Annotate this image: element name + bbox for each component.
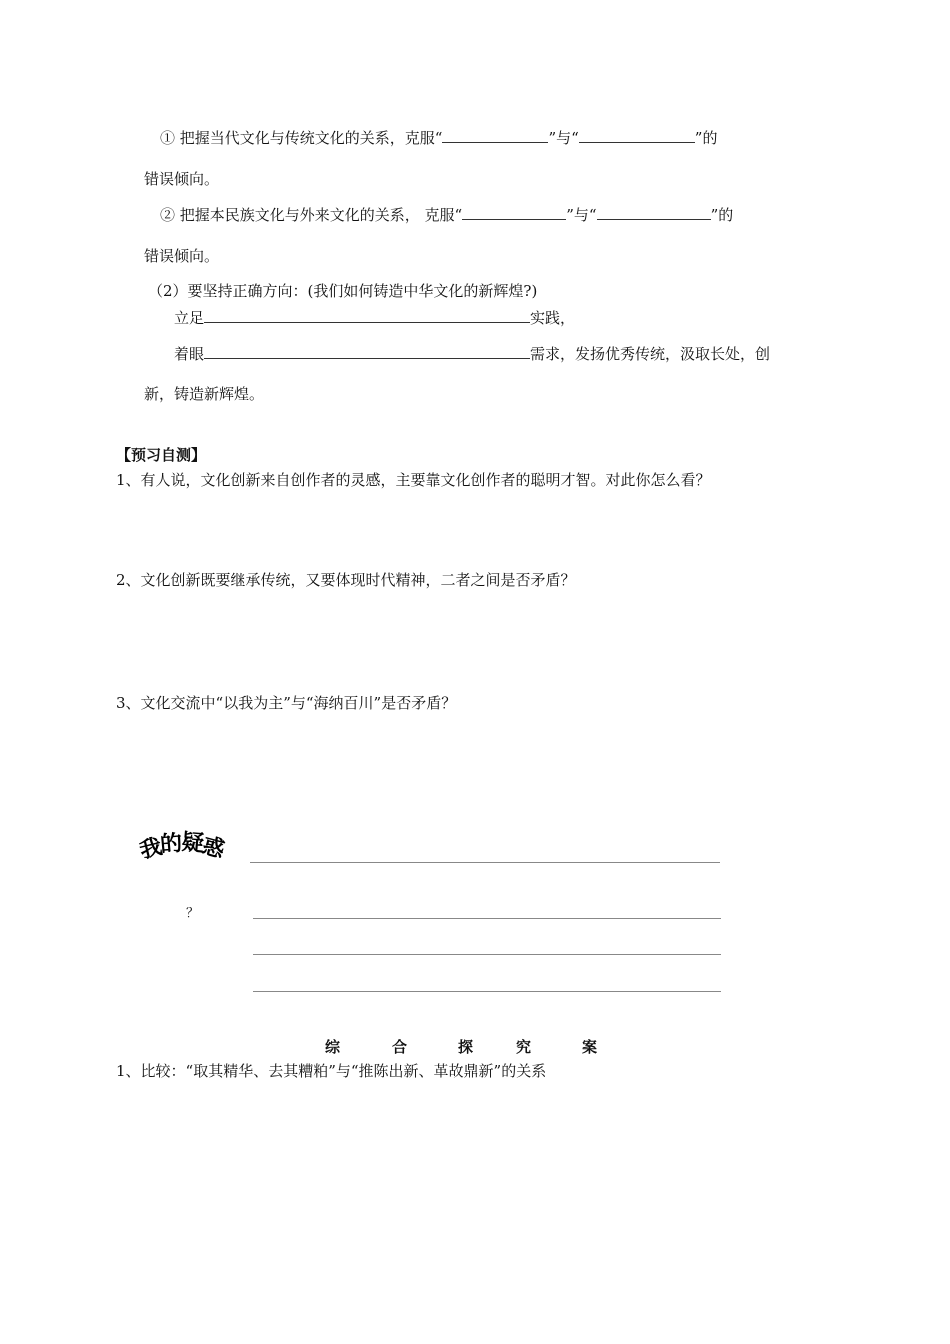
item2-text: ② 把握本民族文化与外来文化的关系， 克服“ (160, 206, 463, 224)
item3-line2-pre: 着眼 (174, 345, 205, 363)
blank-field[interactable] (597, 204, 711, 220)
doubt-answer-line[interactable] (253, 918, 721, 919)
heading-char: 合 (392, 1038, 408, 1056)
preview-question-3: 3、文化交流中“以我为主”与“海纳百川”是否矛盾？ (116, 694, 457, 712)
blank-field[interactable] (442, 127, 548, 143)
doubt-answer-line[interactable] (253, 991, 721, 992)
blank-field[interactable] (579, 127, 695, 143)
wordart-char: 我 (137, 834, 165, 865)
inquiry-question-1: 1、比较：“取其精华、去其糟粕”与“推陈出新、革故鼎新”的关系 (116, 1062, 547, 1080)
wordart-char: 惑 (199, 833, 228, 864)
wordart-char: 的 (159, 831, 184, 858)
item3-line2 (174, 343, 770, 364)
heading-char: 探 (458, 1038, 474, 1056)
item2-mid: ”与“ (566, 206, 597, 224)
question-mark: ？ (186, 906, 200, 921)
doubts-wordart (137, 826, 228, 865)
heading-char: 究 (516, 1038, 532, 1056)
item1-end: ”的 (694, 129, 718, 147)
item3-continuation: 新，铸造新辉煌。 (144, 385, 265, 403)
item3-line1-post: 实践， (530, 309, 576, 327)
heading-char: 综 (325, 1038, 341, 1056)
item3-line1-pre: 立足 (174, 309, 205, 327)
item2-line (160, 204, 733, 225)
item1-mid: ”与“ (548, 129, 579, 147)
doubt-answer-line[interactable] (253, 954, 721, 955)
doubt-answer-line[interactable] (250, 862, 720, 863)
preview-question-1: 1、有人说，文化创新来自创作者的灵感，主要靠文化创作者的聪明才智。对此你怎么看？ (116, 471, 711, 489)
item1-line (160, 127, 717, 148)
blank-field[interactable] (204, 307, 530, 323)
item3-title: （2）要坚持正确方向：(我们如何铸造中华文化的新辉煌?) (148, 282, 538, 300)
item2-end: ”的 (710, 206, 734, 224)
preview-title: 【预习自测】 (116, 446, 207, 464)
item3-line2-post: 需求，发扬优秀传统，汲取长处，创 (530, 345, 771, 363)
item2-continuation: 错误倾向。 (144, 247, 220, 265)
item1-continuation: 错误倾向。 (144, 170, 220, 188)
item3-line1 (174, 307, 575, 328)
wordart-char: 疑 (180, 830, 205, 857)
item1-text: ① 把握当代文化与传统文化的关系，克服“ (160, 129, 443, 147)
blank-field[interactable] (462, 204, 566, 220)
preview-question-2: 2、文化创新既要继承传统，又要体现时代精神，二者之间是否矛盾？ (116, 571, 576, 589)
blank-field[interactable] (204, 343, 530, 359)
heading-char: 案 (582, 1038, 598, 1056)
